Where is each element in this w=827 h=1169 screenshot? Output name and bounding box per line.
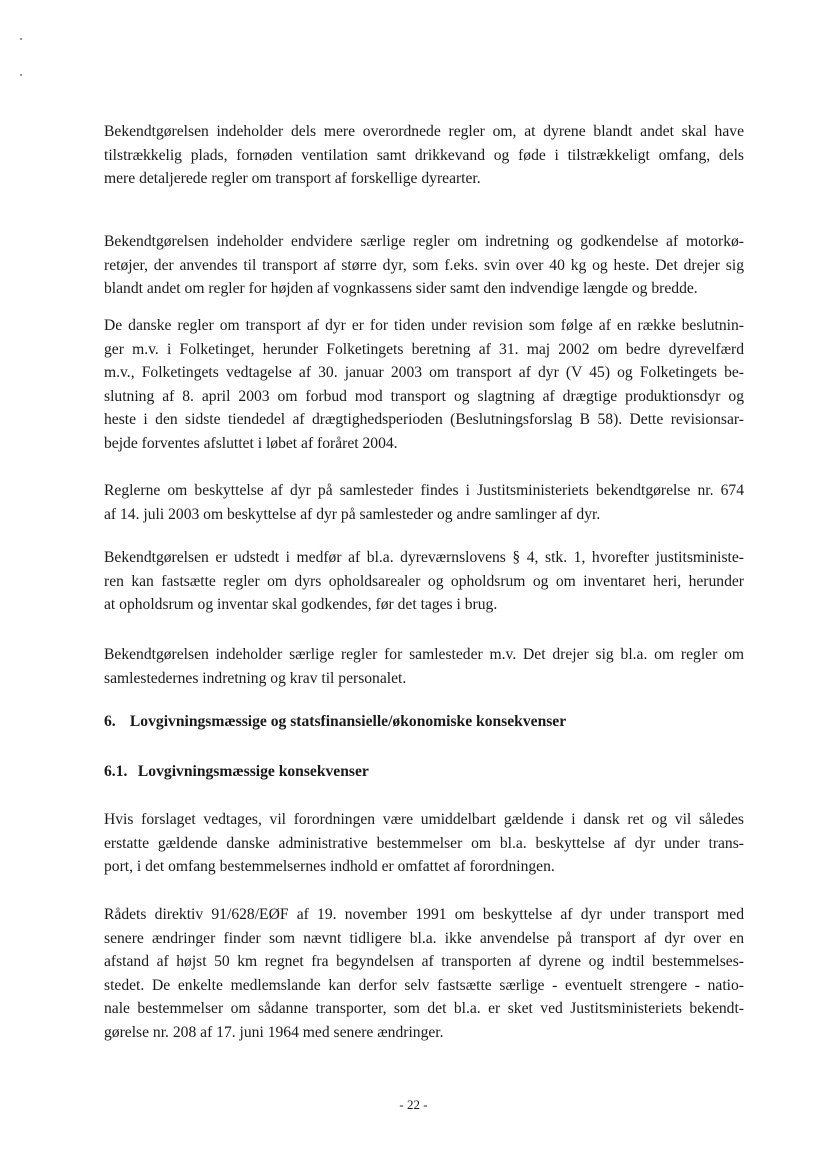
text-line: stedet. De enkelte medlemslande kan derfor selv fastsætte særlige - eventuelt strengere - natio- bbox=[104, 976, 744, 994]
section-title: Lovgivningsmæssige og statsfinansielle/økonomiske konsekvenser bbox=[129, 713, 567, 730]
text-line: at opholdsrum og inventar skal godkendes, før det tages i brug. bbox=[104, 596, 498, 614]
text-line: slutning af 8. april 2003 om forbud mod transport og slagtning af drægtige produktionsdyr og bbox=[104, 387, 744, 405]
text-line: m.v., Folketingets vedtagelse af 30. januar 2003 om transport af dyr (V 45) og Folketingets be- bbox=[104, 364, 744, 382]
section-heading bbox=[104, 713, 566, 731]
text-line: samlestedernes indretning og krav til personalet. bbox=[104, 669, 407, 687]
text-line: afstand af højst 50 km regnet fra begyndelsen af transporten af dyrene og indtil bestemmelses- bbox=[104, 953, 744, 971]
paragraph-collection-points bbox=[104, 479, 744, 526]
text-line: gørelse nr. 208 af 17. juni 1964 med senere ændringer. bbox=[104, 1023, 444, 1041]
text-line: tilstrækkelig plads, fornøden ventilation samt drikkevand og føde i tilstrækkeligt omfang, dels bbox=[104, 146, 744, 164]
text-line: senere ændringer finder som nævnt tidligere bl.a. ikke anvendelse på transport af dyr over en bbox=[104, 929, 744, 947]
paragraph-vehicle-rules bbox=[104, 230, 744, 301]
subsection-title: Lovgivningsmæssige konsekvenser bbox=[137, 763, 369, 780]
text-line: erstatte gældende danske administrative bestemmelser om bl.a. beskyttelse af dyr under trans- bbox=[104, 834, 744, 852]
text-line: ren kan fastsætte regler om dyrs opholdsarealer og opholdsrum og om inventaret heri, herunder bbox=[104, 572, 744, 590]
text-line: mere detaljerede regler om transport af forskellige dyrearter. bbox=[104, 170, 481, 188]
text-line: De danske regler om transport af dyr er for tiden under revision som følge af en række beslutnin- bbox=[104, 317, 744, 334]
subsection-heading bbox=[104, 763, 369, 781]
page-number: - 22 - bbox=[399, 1097, 428, 1112]
text-line: Rådets direktiv 91/628/EØF af 19. november 1991 om beskyttelse af dyr under transport med bbox=[104, 906, 744, 923]
paragraph-revision bbox=[104, 314, 744, 456]
paragraph-transport-rules-overview bbox=[104, 120, 744, 191]
text-line: nale bestemmelser om sådanne transporter, som det bl.a. er sket ved Justitsministeriets bekendt- bbox=[104, 1000, 744, 1018]
paragraph-regulation-effect bbox=[104, 808, 744, 879]
text-line: Bekendtgørelsen indeholder dels mere overordnede regler om, at dyrene blandt andet skal have bbox=[104, 123, 744, 140]
text-line: af 14. juli 2003 om beskyttelse af dyr på samlesteder og andre samlinger af dyr. bbox=[104, 505, 601, 523]
text-line: heste i den sidste tiendedel af drægtighedsperioden (Beslutningsforslag B 58). Dette revisionsar- bbox=[104, 411, 744, 429]
section-number: 6. bbox=[104, 713, 116, 730]
scan-speck bbox=[20, 38, 22, 40]
text-line: ger m.v. i Folketinget, herunder Folketingets beretning af 31. maj 2002 om bedre dyrevelfærd bbox=[104, 340, 744, 358]
text-line: Bekendtgørelsen er udstedt i medfør af bl.a. dyreværnslovens § 4, stk. 1, hvorefter justitsministe- bbox=[104, 549, 744, 566]
text-line: blandt andet om regler for højden af vognkassens sider samt den indvendige længde og bredde. bbox=[104, 280, 698, 298]
text-line: Hvis forslaget vedtages, vil forordningen være umiddelbart gældende i dansk ret og vil således bbox=[104, 811, 744, 828]
scan-speck bbox=[20, 74, 22, 76]
text-line: Bekendtgørelsen indeholder særlige regler for samlesteder m.v. Det drejer sig bl.a. om regler om bbox=[104, 646, 744, 663]
paragraph-council-directive bbox=[104, 903, 744, 1045]
subsection-number: 6.1. bbox=[104, 763, 128, 780]
text-line: retøjer, der anvendes til transport af større dyr, som f.eks. svin over 40 kg og heste. Det drejer sig bbox=[104, 256, 744, 274]
text-line: port, i det omfang bestemmelsernes indhold er omfattet af forordningen. bbox=[104, 858, 555, 876]
text-line: bejde forventes afsluttet i løbet af foråret 2004. bbox=[104, 434, 398, 452]
paragraph-special-rules bbox=[104, 643, 744, 690]
text-line: Reglerne om beskyttelse af dyr på samlesteder findes i Justitsministeriets bekendtgørelse nr. 674 bbox=[104, 482, 744, 499]
paragraph-authority bbox=[104, 546, 744, 617]
text-line: Bekendtgørelsen indeholder endvidere særlige regler om indretning og godkendelse af motorkø- bbox=[104, 233, 744, 250]
